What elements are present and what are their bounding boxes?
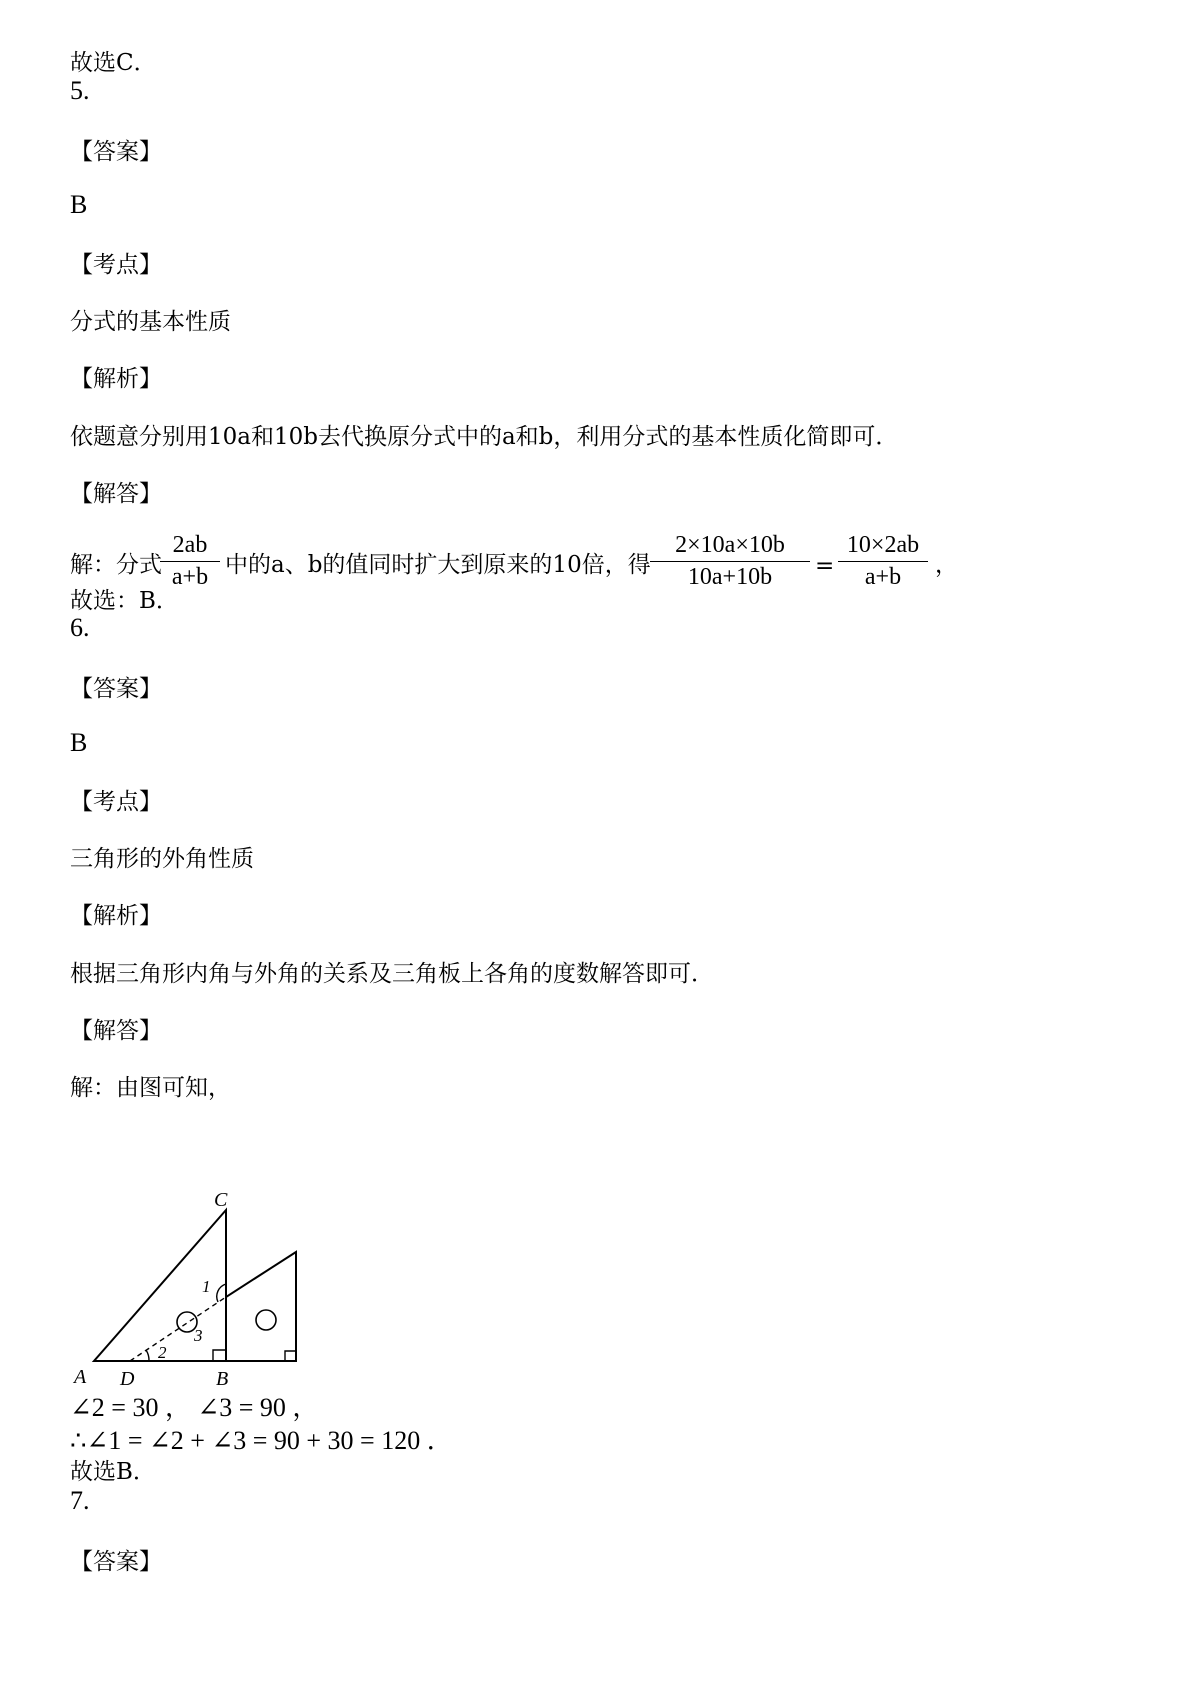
q5-equals: = <box>815 553 835 579</box>
q5-fraction-3-numerator: 10×2ab <box>846 532 920 558</box>
q5-analysis: 依题意分别用10a和10b去代换原分式中的a和b，利用分式的基本性质化简即可． <box>70 424 899 450</box>
q5-number: 5. <box>70 76 90 105</box>
q6-angle-equation: ∴∠1 = ∠2 + ∠3 = 90 + 30 = 120 ． <box>70 1426 453 1455</box>
label-b: B <box>216 1368 229 1390</box>
q6-angle-values: ∠2 = 30 ， ∠3 = 90 ， <box>70 1393 319 1422</box>
q5-topic-label: 【考点】 <box>70 252 162 278</box>
q5-answer: B <box>70 190 88 219</box>
q5-fraction-3-denominator: a+b <box>864 564 902 590</box>
angle-2-arc <box>146 1350 149 1361</box>
q6-solution-label: 【解答】 <box>70 1018 162 1044</box>
q6-analysis: 根据三角形内角与外角的关系及三角板上各角的度数解答即可． <box>70 961 714 987</box>
q5-fraction-2 <box>650 533 810 589</box>
label-d: D <box>120 1368 135 1390</box>
q7-answer-label: 【答案】 <box>70 1549 162 1575</box>
q5-solution-label: 【解答】 <box>70 481 162 507</box>
label-c: C <box>214 1190 228 1211</box>
fraction-bar <box>838 561 928 562</box>
q6-conclusion: 故选B． <box>70 1459 156 1485</box>
triangle-figure <box>70 1190 310 1390</box>
q6-topic: 三角形的外角性质 <box>70 846 254 872</box>
q5-solution-prefix: 解：分式 <box>70 552 162 578</box>
dashed-extension-line <box>130 1297 226 1361</box>
q5-fraction-1-numerator: 2ab <box>172 532 208 558</box>
q5-fraction-3 <box>838 533 928 589</box>
fraction-bar <box>160 561 220 562</box>
q5-analysis-label: 【解析】 <box>70 366 162 392</box>
q4-conclusion: 故选C． <box>70 50 157 76</box>
q6-answer: B <box>70 728 88 757</box>
label-a: A <box>74 1366 87 1388</box>
label-angle-3: 3 <box>194 1326 203 1345</box>
q6-number: 6. <box>70 613 90 642</box>
q5-fraction-1 <box>160 533 220 589</box>
q6-topic-label: 【考点】 <box>70 789 162 815</box>
q5-conclusion: 故选：B． <box>70 588 179 614</box>
q5-fraction-2-numerator: 2×10a×10b <box>675 532 785 558</box>
right-angle-mark-small <box>285 1351 296 1361</box>
fraction-bar <box>650 561 810 562</box>
q5-solution-mid: 中的a、b的值同时扩大到原来的10倍，得 <box>225 552 651 578</box>
q7-number: 7. <box>70 1486 90 1515</box>
q6-analysis-label: 【解析】 <box>70 903 162 929</box>
q5-solution-suffix: ， <box>935 552 958 578</box>
q6-answer-label: 【答案】 <box>70 676 162 702</box>
q5-fraction-1-denominator: a+b <box>171 564 209 590</box>
right-angle-mark-b <box>213 1350 226 1361</box>
q5-fraction-2-denominator: 10a+10b <box>687 564 773 590</box>
q6-solution-intro: 解：由图可知， <box>70 1075 231 1101</box>
label-angle-2: 2 <box>158 1343 167 1362</box>
small-set-square <box>226 1252 296 1361</box>
small-set-square-hole <box>256 1310 276 1330</box>
q5-answer-label: 【答案】 <box>70 139 162 165</box>
label-angle-1: 1 <box>202 1277 211 1296</box>
q5-topic: 分式的基本性质 <box>70 309 231 335</box>
